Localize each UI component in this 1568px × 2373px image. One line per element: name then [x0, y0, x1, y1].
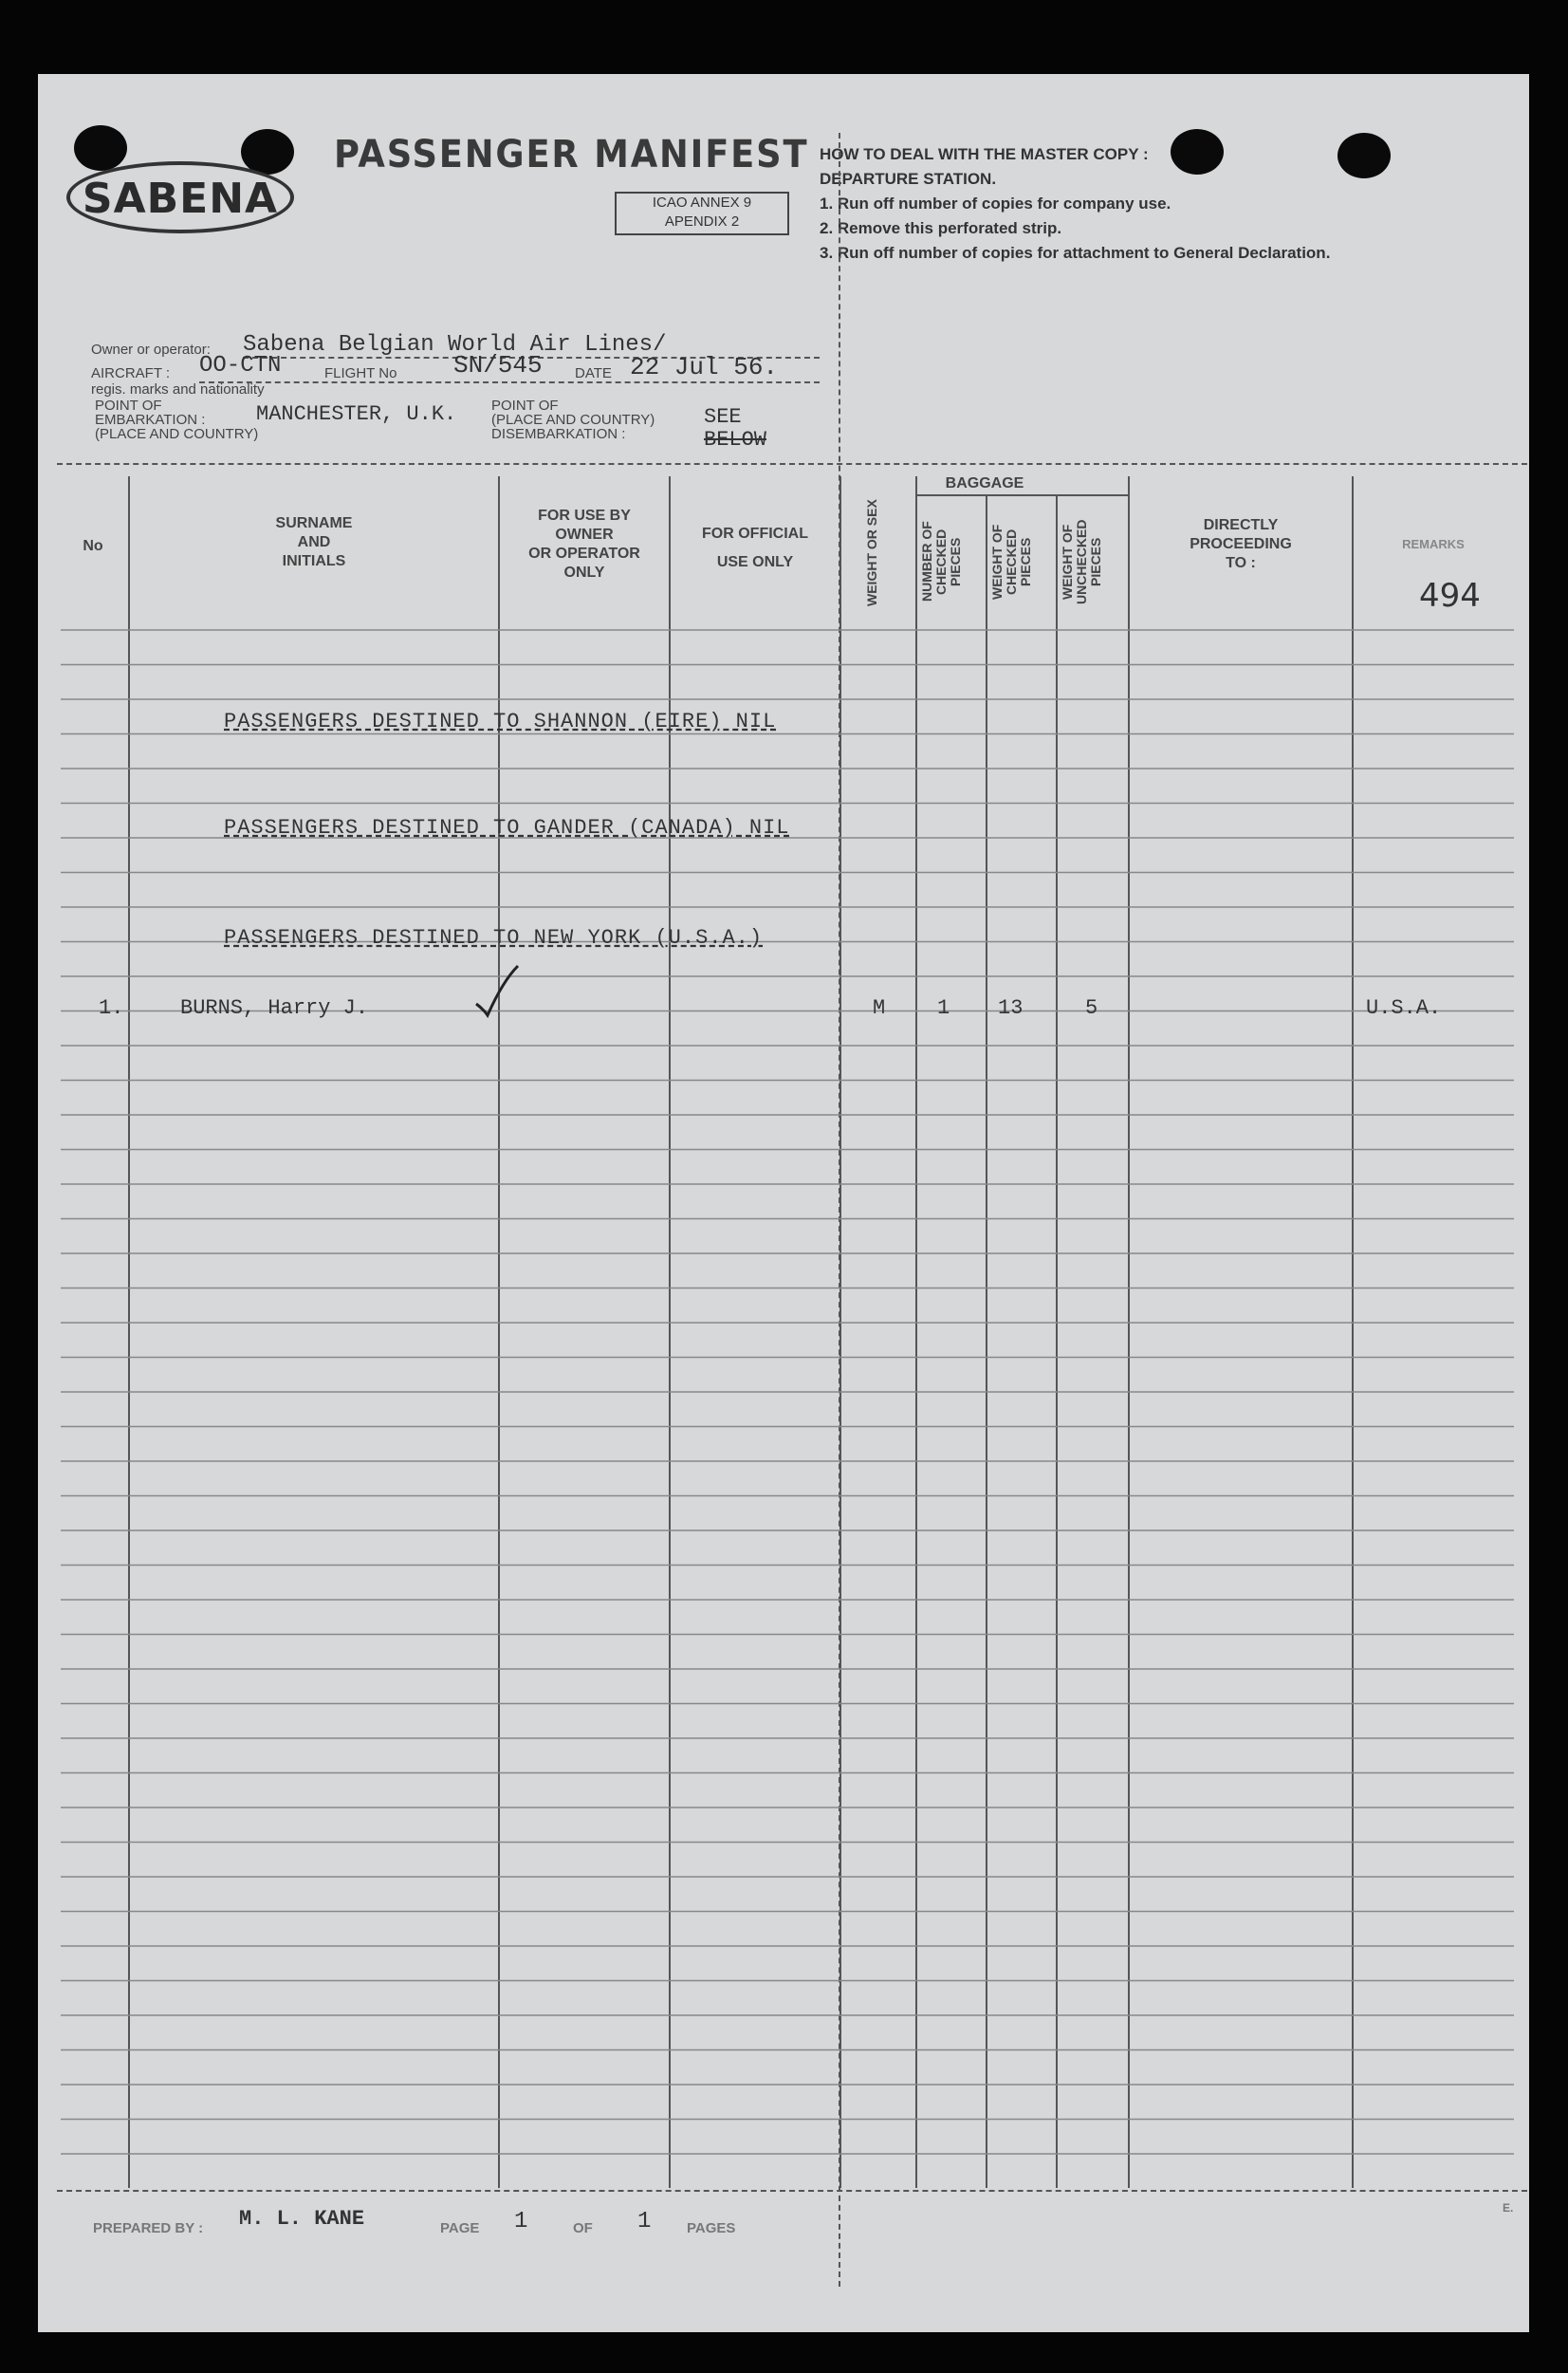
page-title: PASSENGER MANIFEST: [334, 133, 809, 176]
instruction-item: 3. Run off number of copies for attachment to General Declaration.: [820, 244, 1331, 262]
embark-value: MANCHESTER, U.K.: [256, 402, 457, 426]
col-directly-line: TO :: [1226, 555, 1256, 571]
aircraft-label: AIRCRAFT :: [91, 365, 171, 381]
disembark-label-line: POINT OF: [491, 398, 559, 414]
col-official-line: USE ONLY: [716, 554, 794, 570]
of-label: OF: [573, 2220, 593, 2236]
owner-value: Sabena Belgian World Air Lines/: [243, 332, 667, 358]
flight-value: SN/545: [453, 351, 543, 380]
check-mark-icon: [474, 962, 522, 1019]
col-official-line: FOR OFFICIAL: [702, 526, 808, 542]
col-owner-line: OWNER: [555, 527, 614, 543]
embark-label-line: POINT OF: [95, 398, 162, 414]
col-no: No: [83, 538, 103, 554]
pages-label: PAGES: [687, 2220, 736, 2236]
col-owner: [499, 507, 670, 583]
disembark-label-line: (PLACE AND COUNTRY): [491, 412, 655, 428]
passenger-sex: M: [873, 996, 886, 1020]
passenger-name: BURNS, Harry J.: [180, 996, 369, 1020]
flight-label: FLIGHT No: [324, 365, 397, 381]
page-value: 1: [514, 2209, 528, 2234]
corner-mark: E.: [1503, 2201, 1514, 2215]
disembark-label-line: DISEMBARKATION :: [491, 426, 626, 442]
remarks-number: 494: [1419, 577, 1481, 615]
col-unchecked-weight: WEIGHT OF UNCHECKED PIECES: [1060, 519, 1103, 604]
date-label: DATE: [575, 365, 612, 381]
col-owner-line: ONLY: [563, 565, 605, 581]
col-directly-line: DIRECTLY: [1203, 517, 1279, 533]
col-owner-line: FOR USE BY: [538, 508, 631, 524]
sabena-logo: SABENA: [66, 161, 294, 233]
col-surname: [129, 514, 499, 571]
passenger-checked-pieces: 1: [937, 996, 950, 1020]
col-surname-line: SURNAME: [275, 515, 353, 531]
col-official: [670, 520, 840, 577]
page-label: PAGE: [440, 2220, 480, 2236]
col-baggage: BAGGAGE: [945, 475, 1024, 491]
section-gander: PASSENGERS DESTINED TO GANDER (CANADA) NIL: [224, 816, 790, 840]
col-surname-line: AND: [297, 534, 331, 550]
of-value: 1: [637, 2209, 652, 2234]
aircraft-value: OO-CTN: [199, 353, 282, 379]
col-checked-pieces: NUMBER OF CHECKED PIECES: [919, 521, 963, 603]
prepared-value: M. L. KANE: [239, 2207, 365, 2231]
col-owner-line: OR OPERATOR: [528, 546, 640, 562]
section-shannon: PASSENGERS DESTINED TO SHANNON (EIRE) NIL: [224, 710, 777, 733]
col-remarks: REMARKS: [1402, 537, 1465, 551]
col-directly: [1129, 516, 1353, 573]
icao-line: APENDIX 2: [664, 213, 740, 230]
passenger-remarks: U.S.A.: [1366, 996, 1442, 1020]
col-directly-line: PROCEEDING: [1190, 536, 1292, 552]
passenger-unchecked-weight: 5: [1085, 996, 1098, 1020]
col-surname-line: INITIALS: [282, 553, 346, 569]
disembark-value-line: SEE: [704, 405, 742, 429]
embark-label-line: (PLACE AND COUNTRY): [95, 426, 259, 442]
prepared-label: PREPARED BY :: [93, 2220, 204, 2236]
instructions-subheading: DEPARTURE STATION.: [820, 170, 997, 188]
col-checked-weight: WEIGHT OF CHECKED PIECES: [989, 524, 1033, 600]
icao-line: ICAO ANNEX 9: [652, 195, 752, 211]
section-new-york: PASSENGERS DESTINED TO NEW YORK (U.S.A.): [224, 926, 764, 950]
embark-label-line: EMBARKATION :: [95, 412, 206, 428]
col-weight-sex: WEIGHT OR SEX: [864, 499, 879, 607]
instructions-heading: HOW TO DEAL WITH THE MASTER COPY :: [820, 145, 1149, 163]
date-value: 22 Jul 56.: [630, 353, 779, 381]
instruction-item: 1. Run off number of copies for company use.: [820, 195, 1171, 213]
owner-label: Owner or operator:: [91, 342, 211, 358]
passenger-no: 1.: [99, 996, 124, 1020]
disembark-value-line: BELOW: [704, 428, 767, 452]
aircraft-note: regis. marks and nationality: [91, 381, 265, 398]
passenger-checked-weight: 13: [998, 996, 1024, 1020]
instruction-item: 2. Remove this perforated strip.: [820, 219, 1062, 237]
